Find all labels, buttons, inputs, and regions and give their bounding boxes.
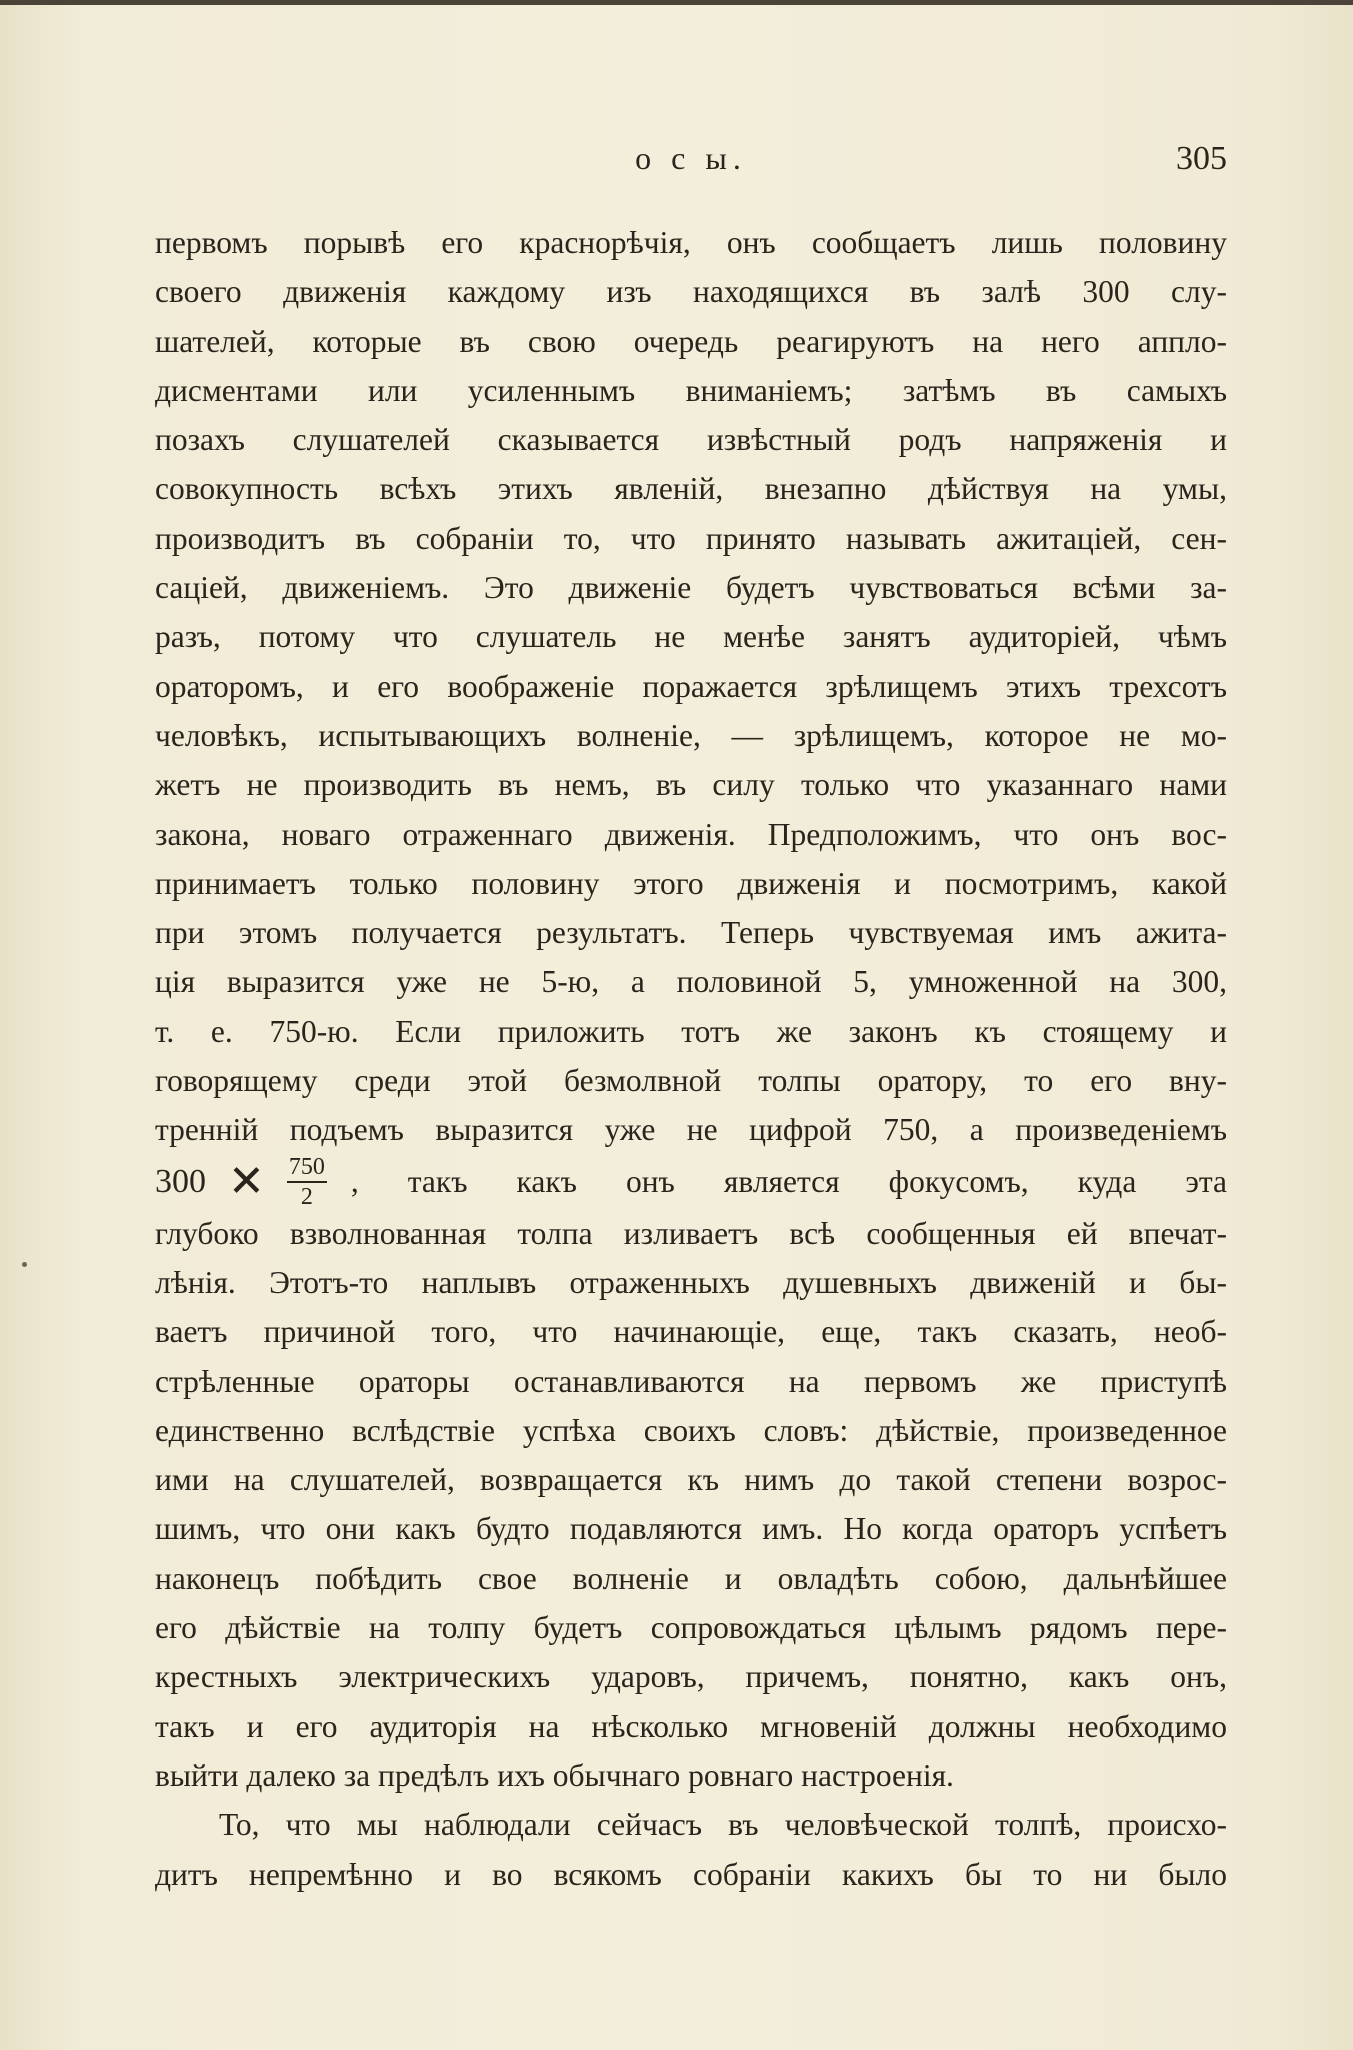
- text-line: такъ и его аудиторія на нѣсколько мгновеній должны необходимо: [155, 1708, 1227, 1744]
- fraction-numerator: 750: [287, 1155, 327, 1183]
- text-line: ими на слушателей, возвращается къ нимъ до такой степени возрос-: [155, 1462, 1227, 1498]
- text-line: дитъ непремѣнно и во всякомъ собраніи какихъ бы то ни было: [155, 1856, 1227, 1892]
- text-line: лѣнія. Этотъ-то наплывъ отраженныхъ душевныхъ движеній и бы-: [155, 1264, 1227, 1300]
- fraction: [287, 1155, 327, 1209]
- text-line: саціей, движеніемъ. Это движеніе будетъ чувствоваться всѣми за-: [155, 570, 1227, 606]
- text-line: шимъ, что они какъ будто подавляются имъ. Но когда ораторъ успѣетъ: [155, 1511, 1227, 1547]
- text-line: выйти далеко за предѣлъ ихъ обычнаго ровнаго настроенія.: [155, 1757, 954, 1793]
- text-line: разъ, потому что слушатель не менѣе занятъ аудиторіей, чѣмъ: [155, 619, 1227, 655]
- text-line: ораторомъ, и его воображеніе поражается зрѣлищемъ этихъ трехсотъ: [155, 668, 1227, 704]
- text-line: То, что мы наблюдали сейчасъ въ человѣческой толпѣ, происхо-: [219, 1807, 1227, 1843]
- text-line: производитъ въ собраніи то, что принято называть ажитаціей, сен-: [155, 520, 1227, 556]
- text-line: дисментами или усиленнымъ вниманіемъ; затѣмъ въ самыхъ: [155, 372, 1227, 408]
- text-line: жетъ не производить въ немъ, въ силу только что указаннаго нами: [155, 767, 1227, 803]
- paper-speck: [22, 1262, 27, 1267]
- text-line: крестныхъ электрическихъ ударовъ, причемъ, понятно, какъ онъ,: [155, 1659, 1227, 1695]
- text-line: своего движенія каждому изъ находящихся въ залѣ 300 слу-: [155, 274, 1227, 310]
- formula-factor: 300: [155, 1162, 206, 1200]
- text-line: закона, новаго отраженнаго движенія. Предположимъ, что онъ вос-: [155, 816, 1227, 852]
- text-line: его дѣйствіе на толпу будетъ сопровождаться цѣлымъ рядомъ пере-: [155, 1610, 1227, 1646]
- text-line: первомъ порывѣ его краснорѣчія, онъ сообщаетъ лишь половину: [155, 225, 1227, 260]
- text-line: глубоко взволнованная толпа изливаетъ всѣ сообщенныя ей впечат-: [155, 1215, 1227, 1251]
- paragraph-one-part-one: [155, 218, 1227, 1155]
- text-line: стрѣленные ораторы останавливаются на первомъ же приступѣ: [155, 1363, 1227, 1399]
- multiplication-sign: ✕: [228, 1156, 265, 1206]
- formula-line-text: , такъ какъ онъ является фокусомъ, куда эта: [350, 1163, 1227, 1199]
- text-line: тренній подъемъ выразится уже не цифрой 750, а произведеніемъ: [155, 1112, 1227, 1148]
- page-header: [155, 140, 1227, 184]
- text-line: наконецъ побѣдить свое волненіе и овладѣть собою, дальнѣйшее: [155, 1560, 1227, 1596]
- top-edge-rule: [0, 0, 1353, 5]
- paragraph-two: [155, 1800, 1227, 1899]
- text-line: при этомъ получается результатъ. Теперь чувствуемая имъ ажита-: [155, 915, 1227, 951]
- text-line: человѣкъ, испытывающихъ волненіе, — зрѣлищемъ, которое не мо-: [155, 717, 1227, 753]
- page-number: 305: [1176, 140, 1227, 177]
- text-line: говорящему среди этой безмолвной толпы оратору, то его вну-: [155, 1063, 1227, 1099]
- text-line: ція выразится уже не 5-ю, а половиной 5, умноженной на 300,: [155, 964, 1227, 1000]
- body-text: [155, 218, 1227, 1899]
- fraction-denominator: 2: [300, 1183, 313, 1210]
- text-line: т. е. 750-ю. Если приложить тотъ же законъ къ стоящему и: [155, 1013, 1227, 1049]
- formula-line: [155, 1151, 1227, 1213]
- text-line: единственно вслѣдствіе успѣха своихъ словъ: дѣйствіе, произведенное: [155, 1412, 1227, 1448]
- text-line: шателей, которые въ свою очередь реагируютъ на него аппло-: [155, 323, 1227, 359]
- text-line: позахъ слушателей сказывается извѣстный родъ напряженія и: [155, 422, 1227, 458]
- text-line: принимаетъ только половину этого движенія и посмотримъ, какой: [155, 865, 1227, 901]
- paragraph-one-part-two: [155, 1209, 1227, 1801]
- text-line: ваетъ причиной того, что начинающіе, еще, такъ сказать, необ-: [155, 1314, 1227, 1350]
- running-title: о с ы.: [635, 140, 747, 176]
- text-line: совокупность всѣхъ этихъ явленій, внезапно дѣйствуя на умы,: [155, 471, 1227, 507]
